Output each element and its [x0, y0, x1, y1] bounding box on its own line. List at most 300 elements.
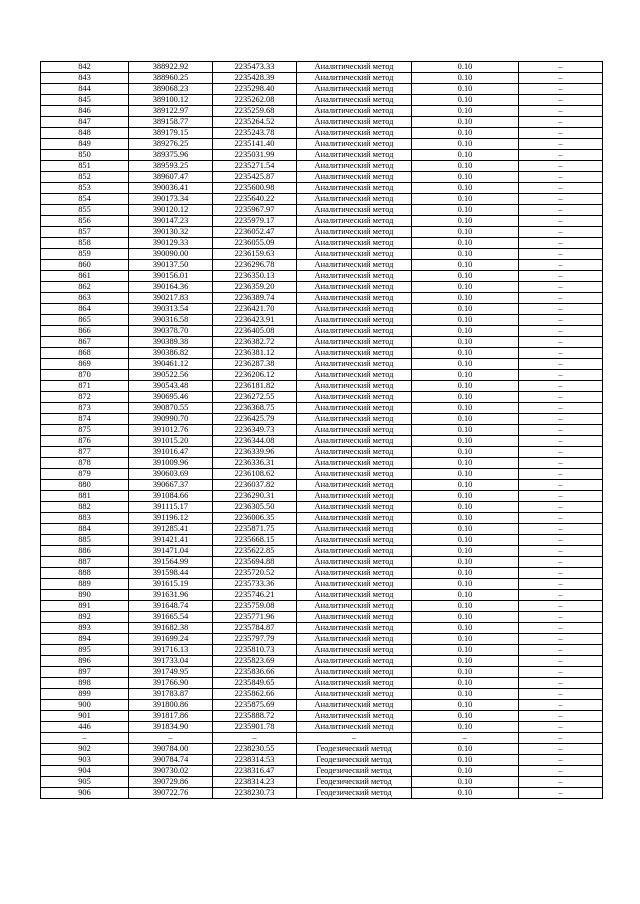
point-number-cell: 850: [41, 150, 129, 161]
point-number-cell: 869: [41, 359, 129, 370]
accuracy-cell: 0.10: [412, 194, 519, 205]
x-coordinate-cell: 390722.76: [129, 788, 213, 799]
table-row: [41, 623, 603, 634]
method-cell: Геодезический метод: [297, 766, 412, 777]
method-cell: Аналитический метод: [297, 458, 412, 469]
x-coordinate-cell: 390386.82: [129, 348, 213, 359]
table-row: [41, 744, 603, 755]
method-cell: Аналитический метод: [297, 249, 412, 260]
x-coordinate-cell: 388960.25: [129, 73, 213, 84]
table-row: [41, 370, 603, 381]
method-cell: Аналитический метод: [297, 623, 412, 634]
point-number-cell: 889: [41, 579, 129, 590]
point-number-cell: 905: [41, 777, 129, 788]
x-coordinate-cell: 389276.25: [129, 139, 213, 150]
note-cell: –: [519, 458, 603, 469]
method-cell: Аналитический метод: [297, 139, 412, 150]
accuracy-cell: 0.10: [412, 62, 519, 73]
point-number-cell: 852: [41, 172, 129, 183]
accuracy-cell: 0.10: [412, 568, 519, 579]
y-coordinate-cell: 2235259.68: [213, 106, 297, 117]
table-row: [41, 557, 603, 568]
note-cell: –: [519, 414, 603, 425]
note-cell: –: [519, 381, 603, 392]
accuracy-cell: 0.10: [412, 711, 519, 722]
accuracy-cell: 0.10: [412, 645, 519, 656]
note-cell: –: [519, 700, 603, 711]
table-row: [41, 337, 603, 348]
note-cell: –: [519, 194, 603, 205]
table-row: [41, 634, 603, 645]
table-row: [41, 238, 603, 249]
y-coordinate-cell: 2236421.70: [213, 304, 297, 315]
method-cell: Аналитический метод: [297, 634, 412, 645]
x-coordinate-cell: 390990.70: [129, 414, 213, 425]
y-coordinate-cell: –: [213, 733, 297, 744]
y-coordinate-cell: 2235901.78: [213, 722, 297, 733]
accuracy-cell: 0.10: [412, 359, 519, 370]
x-coordinate-cell: 391016.47: [129, 447, 213, 458]
point-number-cell: 893: [41, 623, 129, 634]
method-cell: Аналитический метод: [297, 535, 412, 546]
method-cell: Аналитический метод: [297, 711, 412, 722]
table-row: [41, 711, 603, 722]
note-cell: –: [519, 502, 603, 513]
x-coordinate-cell: 390164.36: [129, 282, 213, 293]
y-coordinate-cell: 2235640.22: [213, 194, 297, 205]
x-coordinate-cell: 391012.76: [129, 425, 213, 436]
point-number-cell: 861: [41, 271, 129, 282]
point-number-cell: 873: [41, 403, 129, 414]
table-row: [41, 271, 603, 282]
x-coordinate-cell: 391733.04: [129, 656, 213, 667]
point-number-cell: 867: [41, 337, 129, 348]
note-cell: –: [519, 689, 603, 700]
table-row: [41, 469, 603, 480]
x-coordinate-cell: 391800.86: [129, 700, 213, 711]
method-cell: Аналитический метод: [297, 95, 412, 106]
y-coordinate-cell: 2235298.40: [213, 84, 297, 95]
method-cell: Аналитический метод: [297, 612, 412, 623]
note-cell: –: [519, 337, 603, 348]
table-row: [41, 315, 603, 326]
note-cell: –: [519, 535, 603, 546]
table-row: [41, 678, 603, 689]
x-coordinate-cell: 390129.33: [129, 238, 213, 249]
note-cell: –: [519, 777, 603, 788]
accuracy-cell: 0.10: [412, 524, 519, 535]
table-row: [41, 689, 603, 700]
y-coordinate-cell: 2235271.54: [213, 161, 297, 172]
y-coordinate-cell: 2235836.66: [213, 667, 297, 678]
point-number-cell: 856: [41, 216, 129, 227]
y-coordinate-cell: 2235797.79: [213, 634, 297, 645]
y-coordinate-cell: 2235979.17: [213, 216, 297, 227]
y-coordinate-cell: 2236344.08: [213, 436, 297, 447]
accuracy-cell: 0.10: [412, 678, 519, 689]
x-coordinate-cell: 390217.83: [129, 293, 213, 304]
point-number-cell: 896: [41, 656, 129, 667]
x-coordinate-cell: 390316.58: [129, 315, 213, 326]
x-coordinate-cell: 391196.12: [129, 513, 213, 524]
y-coordinate-cell: 2235823.69: [213, 656, 297, 667]
y-coordinate-cell: 2235746.21: [213, 590, 297, 601]
x-coordinate-cell: 390730.02: [129, 766, 213, 777]
accuracy-cell: 0.10: [412, 590, 519, 601]
table-row: [41, 502, 603, 513]
point-number-cell: 885: [41, 535, 129, 546]
y-coordinate-cell: 2236159.63: [213, 249, 297, 260]
method-cell: Аналитический метод: [297, 601, 412, 612]
accuracy-cell: 0.10: [412, 326, 519, 337]
note-cell: –: [519, 117, 603, 128]
point-number-cell: 877: [41, 447, 129, 458]
method-cell: Аналитический метод: [297, 348, 412, 359]
accuracy-cell: –: [412, 733, 519, 744]
y-coordinate-cell: 2235262.08: [213, 95, 297, 106]
x-coordinate-cell: 391421.41: [129, 535, 213, 546]
note-cell: –: [519, 293, 603, 304]
accuracy-cell: 0.10: [412, 623, 519, 634]
note-cell: –: [519, 403, 603, 414]
method-cell: Аналитический метод: [297, 557, 412, 568]
table-row: [41, 458, 603, 469]
point-number-cell: 898: [41, 678, 129, 689]
note-cell: –: [519, 172, 603, 183]
table-row: [41, 359, 603, 370]
y-coordinate-cell: 2236181.82: [213, 381, 297, 392]
point-number-cell: 845: [41, 95, 129, 106]
note-cell: –: [519, 447, 603, 458]
method-cell: Аналитический метод: [297, 117, 412, 128]
method-cell: Аналитический метод: [297, 645, 412, 656]
y-coordinate-cell: 2235875.69: [213, 700, 297, 711]
table-row: [41, 414, 603, 425]
table-row: [41, 568, 603, 579]
method-cell: Аналитический метод: [297, 172, 412, 183]
note-cell: –: [519, 161, 603, 172]
accuracy-cell: 0.10: [412, 282, 519, 293]
point-number-cell: 886: [41, 546, 129, 557]
x-coordinate-cell: 391716.13: [129, 645, 213, 656]
note-cell: –: [519, 469, 603, 480]
accuracy-cell: 0.10: [412, 491, 519, 502]
x-coordinate-cell: 390695.46: [129, 392, 213, 403]
table-row: [41, 722, 603, 733]
accuracy-cell: 0.10: [412, 172, 519, 183]
x-coordinate-cell: 389179.15: [129, 128, 213, 139]
method-cell: Аналитический метод: [297, 205, 412, 216]
accuracy-cell: 0.10: [412, 788, 519, 799]
point-number-cell: 884: [41, 524, 129, 535]
y-coordinate-cell: 2238314.53: [213, 755, 297, 766]
method-cell: Аналитический метод: [297, 656, 412, 667]
note-cell: –: [519, 733, 603, 744]
accuracy-cell: 0.10: [412, 689, 519, 700]
y-coordinate-cell: 2235031.99: [213, 150, 297, 161]
x-coordinate-cell: 391084.66: [129, 491, 213, 502]
table-row: [41, 656, 603, 667]
table-row: [41, 293, 603, 304]
note-cell: –: [519, 271, 603, 282]
note-cell: –: [519, 667, 603, 678]
point-number-cell: 895: [41, 645, 129, 656]
method-cell: Аналитический метод: [297, 282, 412, 293]
y-coordinate-cell: 2236389.74: [213, 293, 297, 304]
x-coordinate-cell: 390729.86: [129, 777, 213, 788]
point-number-cell: 894: [41, 634, 129, 645]
method-cell: Аналитический метод: [297, 414, 412, 425]
accuracy-cell: 0.10: [412, 579, 519, 590]
note-cell: –: [519, 216, 603, 227]
point-number-cell: 847: [41, 117, 129, 128]
note-cell: –: [519, 524, 603, 535]
x-coordinate-cell: 389122.97: [129, 106, 213, 117]
y-coordinate-cell: 2236290.31: [213, 491, 297, 502]
x-coordinate-cell: 389068.23: [129, 84, 213, 95]
table-row: [41, 425, 603, 436]
note-cell: –: [519, 623, 603, 634]
x-coordinate-cell: 391648.74: [129, 601, 213, 612]
method-cell: Аналитический метод: [297, 337, 412, 348]
y-coordinate-cell: 2235720.52: [213, 568, 297, 579]
method-cell: Аналитический метод: [297, 326, 412, 337]
method-cell: Аналитический метод: [297, 392, 412, 403]
point-number-cell: 849: [41, 139, 129, 150]
accuracy-cell: 0.10: [412, 425, 519, 436]
x-coordinate-cell: 389375.96: [129, 150, 213, 161]
y-coordinate-cell: 2235771.96: [213, 612, 297, 623]
accuracy-cell: 0.10: [412, 722, 519, 733]
y-coordinate-cell: 2236296.78: [213, 260, 297, 271]
method-cell: Аналитический метод: [297, 700, 412, 711]
method-cell: Аналитический метод: [297, 304, 412, 315]
accuracy-cell: 0.10: [412, 557, 519, 568]
point-number-cell: 904: [41, 766, 129, 777]
y-coordinate-cell: 2236339.96: [213, 447, 297, 458]
note-cell: –: [519, 139, 603, 150]
point-number-cell: 882: [41, 502, 129, 513]
note-cell: –: [519, 634, 603, 645]
x-coordinate-cell: 390784.74: [129, 755, 213, 766]
table-row: [41, 161, 603, 172]
x-coordinate-cell: 391115.17: [129, 502, 213, 513]
x-coordinate-cell: 390090.00: [129, 249, 213, 260]
x-coordinate-cell: 390173.34: [129, 194, 213, 205]
accuracy-cell: 0.10: [412, 414, 519, 425]
x-coordinate-cell: 391834.90: [129, 722, 213, 733]
table-row: [41, 117, 603, 128]
accuracy-cell: 0.10: [412, 150, 519, 161]
table-row: [41, 700, 603, 711]
y-coordinate-cell: 2235888.72: [213, 711, 297, 722]
table-row: [41, 733, 603, 744]
accuracy-cell: 0.10: [412, 667, 519, 678]
accuracy-cell: 0.10: [412, 744, 519, 755]
point-number-cell: 868: [41, 348, 129, 359]
point-number-cell: 858: [41, 238, 129, 249]
table-row: [41, 172, 603, 183]
point-number-cell: 866: [41, 326, 129, 337]
note-cell: –: [519, 62, 603, 73]
table-row: [41, 777, 603, 788]
table-row: [41, 128, 603, 139]
method-cell: Геодезический метод: [297, 777, 412, 788]
method-cell: Аналитический метод: [297, 381, 412, 392]
point-number-cell: 903: [41, 755, 129, 766]
point-number-cell: 846: [41, 106, 129, 117]
y-coordinate-cell: 2236425.79: [213, 414, 297, 425]
point-number-cell: 902: [41, 744, 129, 755]
note-cell: –: [519, 766, 603, 777]
accuracy-cell: 0.10: [412, 513, 519, 524]
accuracy-cell: 0.10: [412, 634, 519, 645]
accuracy-cell: 0.10: [412, 260, 519, 271]
method-cell: Аналитический метод: [297, 73, 412, 84]
accuracy-cell: 0.10: [412, 183, 519, 194]
y-coordinate-cell: 2236350.13: [213, 271, 297, 282]
accuracy-cell: 0.10: [412, 293, 519, 304]
y-coordinate-cell: 2236349.73: [213, 425, 297, 436]
table-row: [41, 73, 603, 84]
note-cell: –: [519, 546, 603, 557]
y-coordinate-cell: 2235243.78: [213, 128, 297, 139]
y-coordinate-cell: 2235810.73: [213, 645, 297, 656]
x-coordinate-cell: 390522.56: [129, 370, 213, 381]
accuracy-cell: 0.10: [412, 392, 519, 403]
x-coordinate-cell: 391564.99: [129, 557, 213, 568]
method-cell: Аналитический метод: [297, 161, 412, 172]
point-number-cell: 900: [41, 700, 129, 711]
point-number-cell: 855: [41, 205, 129, 216]
table-row: [41, 590, 603, 601]
point-number-cell: 874: [41, 414, 129, 425]
y-coordinate-cell: 2235759.08: [213, 601, 297, 612]
method-cell: Аналитический метод: [297, 425, 412, 436]
point-number-cell: 890: [41, 590, 129, 601]
point-number-cell: 876: [41, 436, 129, 447]
y-coordinate-cell: 2236206.12: [213, 370, 297, 381]
x-coordinate-cell: 391631.96: [129, 590, 213, 601]
method-cell: Аналитический метод: [297, 513, 412, 524]
note-cell: –: [519, 249, 603, 260]
coordinates-table-body: [41, 62, 603, 799]
point-number-cell: 899: [41, 689, 129, 700]
accuracy-cell: 0.10: [412, 271, 519, 282]
y-coordinate-cell: 2236336.31: [213, 458, 297, 469]
y-coordinate-cell: 2236108.62: [213, 469, 297, 480]
y-coordinate-cell: 2236405.08: [213, 326, 297, 337]
accuracy-cell: 0.10: [412, 315, 519, 326]
method-cell: Аналитический метод: [297, 194, 412, 205]
note-cell: –: [519, 656, 603, 667]
method-cell: Аналитический метод: [297, 689, 412, 700]
note-cell: –: [519, 84, 603, 95]
table-row: [41, 579, 603, 590]
y-coordinate-cell: 2238230.55: [213, 744, 297, 755]
x-coordinate-cell: 389593.25: [129, 161, 213, 172]
y-coordinate-cell: 2236287.38: [213, 359, 297, 370]
accuracy-cell: 0.10: [412, 546, 519, 557]
table-row: [41, 62, 603, 73]
y-coordinate-cell: 2236272.55: [213, 392, 297, 403]
accuracy-cell: 0.10: [412, 755, 519, 766]
accuracy-cell: 0.10: [412, 381, 519, 392]
y-coordinate-cell: 2235600.98: [213, 183, 297, 194]
point-number-cell: 859: [41, 249, 129, 260]
point-number-cell: 891: [41, 601, 129, 612]
note-cell: –: [519, 128, 603, 139]
table-row: [41, 84, 603, 95]
y-coordinate-cell: 2235733.36: [213, 579, 297, 590]
x-coordinate-cell: 391615.19: [129, 579, 213, 590]
table-row: [41, 403, 603, 414]
note-cell: –: [519, 513, 603, 524]
method-cell: Аналитический метод: [297, 667, 412, 678]
method-cell: Аналитический метод: [297, 238, 412, 249]
table-row: [41, 491, 603, 502]
point-number-cell: 854: [41, 194, 129, 205]
note-cell: –: [519, 480, 603, 491]
point-number-cell: 843: [41, 73, 129, 84]
method-cell: Аналитический метод: [297, 436, 412, 447]
method-cell: Аналитический метод: [297, 227, 412, 238]
x-coordinate-cell: 391598.44: [129, 568, 213, 579]
table-row: [41, 304, 603, 315]
note-cell: –: [519, 392, 603, 403]
note-cell: –: [519, 425, 603, 436]
table-row: [41, 766, 603, 777]
y-coordinate-cell: 2235694.88: [213, 557, 297, 568]
note-cell: –: [519, 557, 603, 568]
method-cell: Аналитический метод: [297, 62, 412, 73]
y-coordinate-cell: 2236006.35: [213, 513, 297, 524]
x-coordinate-cell: 390543.48: [129, 381, 213, 392]
x-coordinate-cell: 390378.70: [129, 326, 213, 337]
accuracy-cell: 0.10: [412, 458, 519, 469]
x-coordinate-cell: 389607.47: [129, 172, 213, 183]
table-row: [41, 348, 603, 359]
y-coordinate-cell: 2236368.75: [213, 403, 297, 414]
x-coordinate-cell: 391817.86: [129, 711, 213, 722]
point-number-cell: 851: [41, 161, 129, 172]
x-coordinate-cell: 391699.24: [129, 634, 213, 645]
point-number-cell: 880: [41, 480, 129, 491]
table-row: [41, 535, 603, 546]
accuracy-cell: 0.10: [412, 337, 519, 348]
accuracy-cell: 0.10: [412, 95, 519, 106]
method-cell: Аналитический метод: [297, 722, 412, 733]
note-cell: –: [519, 788, 603, 799]
note-cell: –: [519, 590, 603, 601]
note-cell: –: [519, 579, 603, 590]
x-coordinate-cell: 391471.04: [129, 546, 213, 557]
accuracy-cell: 0.10: [412, 656, 519, 667]
table-row: [41, 645, 603, 656]
point-number-cell: 857: [41, 227, 129, 238]
accuracy-cell: 0.10: [412, 205, 519, 216]
table-row: [41, 326, 603, 337]
accuracy-cell: 0.10: [412, 128, 519, 139]
x-coordinate-cell: 391665.54: [129, 612, 213, 623]
accuracy-cell: 0.10: [412, 227, 519, 238]
y-coordinate-cell: 2236052.47: [213, 227, 297, 238]
note-cell: –: [519, 568, 603, 579]
point-number-cell: 871: [41, 381, 129, 392]
method-cell: Аналитический метод: [297, 469, 412, 480]
accuracy-cell: 0.10: [412, 436, 519, 447]
y-coordinate-cell: 2235849.65: [213, 678, 297, 689]
